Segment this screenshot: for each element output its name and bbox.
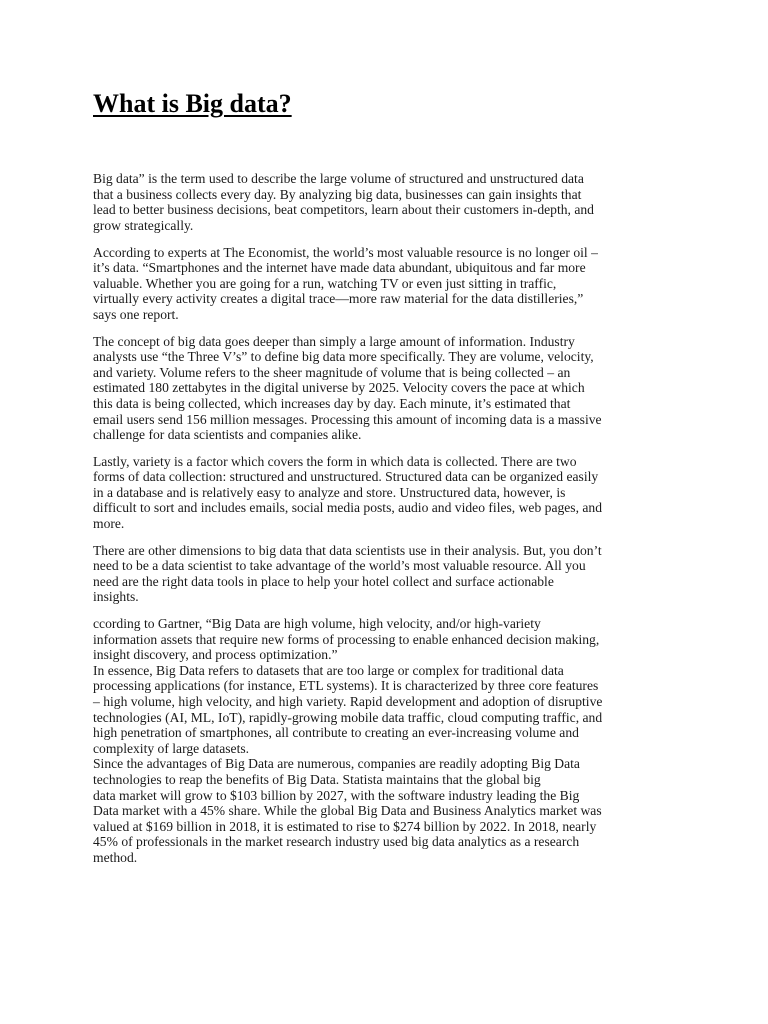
text-line: it’s data. “Smartphones and the internet have made data abundant, ubiquitous and far more [93,260,586,276]
text-line: grow strategically. [93,217,194,233]
text-line: virtually every activity creates a digital trace—more raw material for the data distilleries,” [93,291,584,307]
paragraph [93,454,675,532]
paragraph [93,171,675,233]
text-line: complexity of large datasets. [93,740,250,756]
text-line: – high volume, high velocity, and high variety. Rapid development and adoption of disruptive [93,694,603,709]
text-line: valued at $169 billion in 2018, it is estimated to rise to $274 billion by 2022. In 2018, nearly [93,818,597,834]
text-line: email users send 156 million messages. Processing this amount of incoming data is a massive [93,411,602,427]
text-line: insight discovery, and process optimization.” [93,647,338,663]
paragraph [93,245,675,323]
text-line: The concept of big data goes deeper than simply a large amount of information. Industry [93,333,575,349]
text-line: lead to better business decisions, beat competitors, learn about their customers in-depth, and [93,202,594,218]
text-line: and variety. Volume refers to the sheer magnitude of volume that is being collected – an [93,364,571,380]
text-line: need are the right data tools in place to help your hotel collect and surface actionable [93,573,554,589]
text-line: in a database and is relatively easy to analyze and store. Unstructured data, however, is [93,484,566,500]
paragraph [93,616,675,866]
page-title: What is Big data? [93,89,292,118]
text-line: need to be a data scientist to take advantage of the world’s most valuable resource. All you [93,558,586,574]
text-line: data market will grow to $103 billion by 2027, with the software industry leading the Big [93,787,580,803]
text-line: 45% of professionals in the market research industry used big data analytics as a research [93,834,580,850]
text-line: technologies to reap the benefits of Big Data. Statista maintains that the global big [93,771,541,787]
text-line: Data market with a 45% share. While the global Big Data and Business Analytics market was [93,803,602,819]
text-line: method. [93,849,138,865]
text-line: Big data” is the term used to describe the large volume of structured and unstructured data [93,171,584,187]
text-line: valuable. Whether you are going for a run, watching TV or even just sitting in traffic, [93,275,557,291]
text-line: information assets that require new forms of processing to enable enhanced decision making, [93,631,600,647]
text-line: technologies (AI, ML, IoT), rapidly-growing mobile data traffic, cloud computing traffic, and [93,709,603,725]
text-line: high penetration of smartphones, all contribute to creating an ever-increasing volume and [93,725,579,741]
text-line: that a business collects every day. By analyzing big data, businesses can gain insights that [93,186,582,202]
text-line: says one report. [93,306,179,322]
text-line: more. [93,516,125,532]
document-page [93,88,675,877]
text-line: processing applications (for instance, ETL systems). It is characterized by three core features [93,678,599,694]
text-line: analysts use “the Three V’s” to define big data more specifically. They are volume, velocity, [93,349,594,365]
text-line: There are other dimensions to big data that data scientists use in their analysis. But, you don’t [93,542,602,558]
text-line: challenge for data scientists and companies alike. [93,427,362,443]
text-line: estimated 180 zettabytes in the digital universe by 2025. Velocity covers the pace at which [93,380,585,396]
paragraph [93,543,675,605]
text-line: ccording to Gartner, “Big Data are high volume, high velocity, and/or high-variety [93,616,541,632]
document-body [93,171,675,865]
text-line: this data is being collected, which increases day by day. Each minute, it’s estimated that [93,395,571,411]
paragraph [93,334,675,443]
text-line: insights. [93,589,139,605]
text-line: According to experts at The Economist, the world’s most valuable resource is no longer oil – [93,244,598,260]
text-line: In essence, Big Data refers to datasets that are too large or complex for traditional data [93,662,564,678]
text-line: Lastly, variety is a factor which covers the form in which data is collected. There are two [93,453,577,469]
text-line: difficult to sort and includes emails, social media posts, audio and video files, web pages, and [93,500,603,516]
text-line: forms of data collection: structured and unstructured. Structured data can be organized easily [93,469,599,485]
text-line: Since the advantages of Big Data are numerous, companies are readily adopting Big Data [93,756,580,772]
